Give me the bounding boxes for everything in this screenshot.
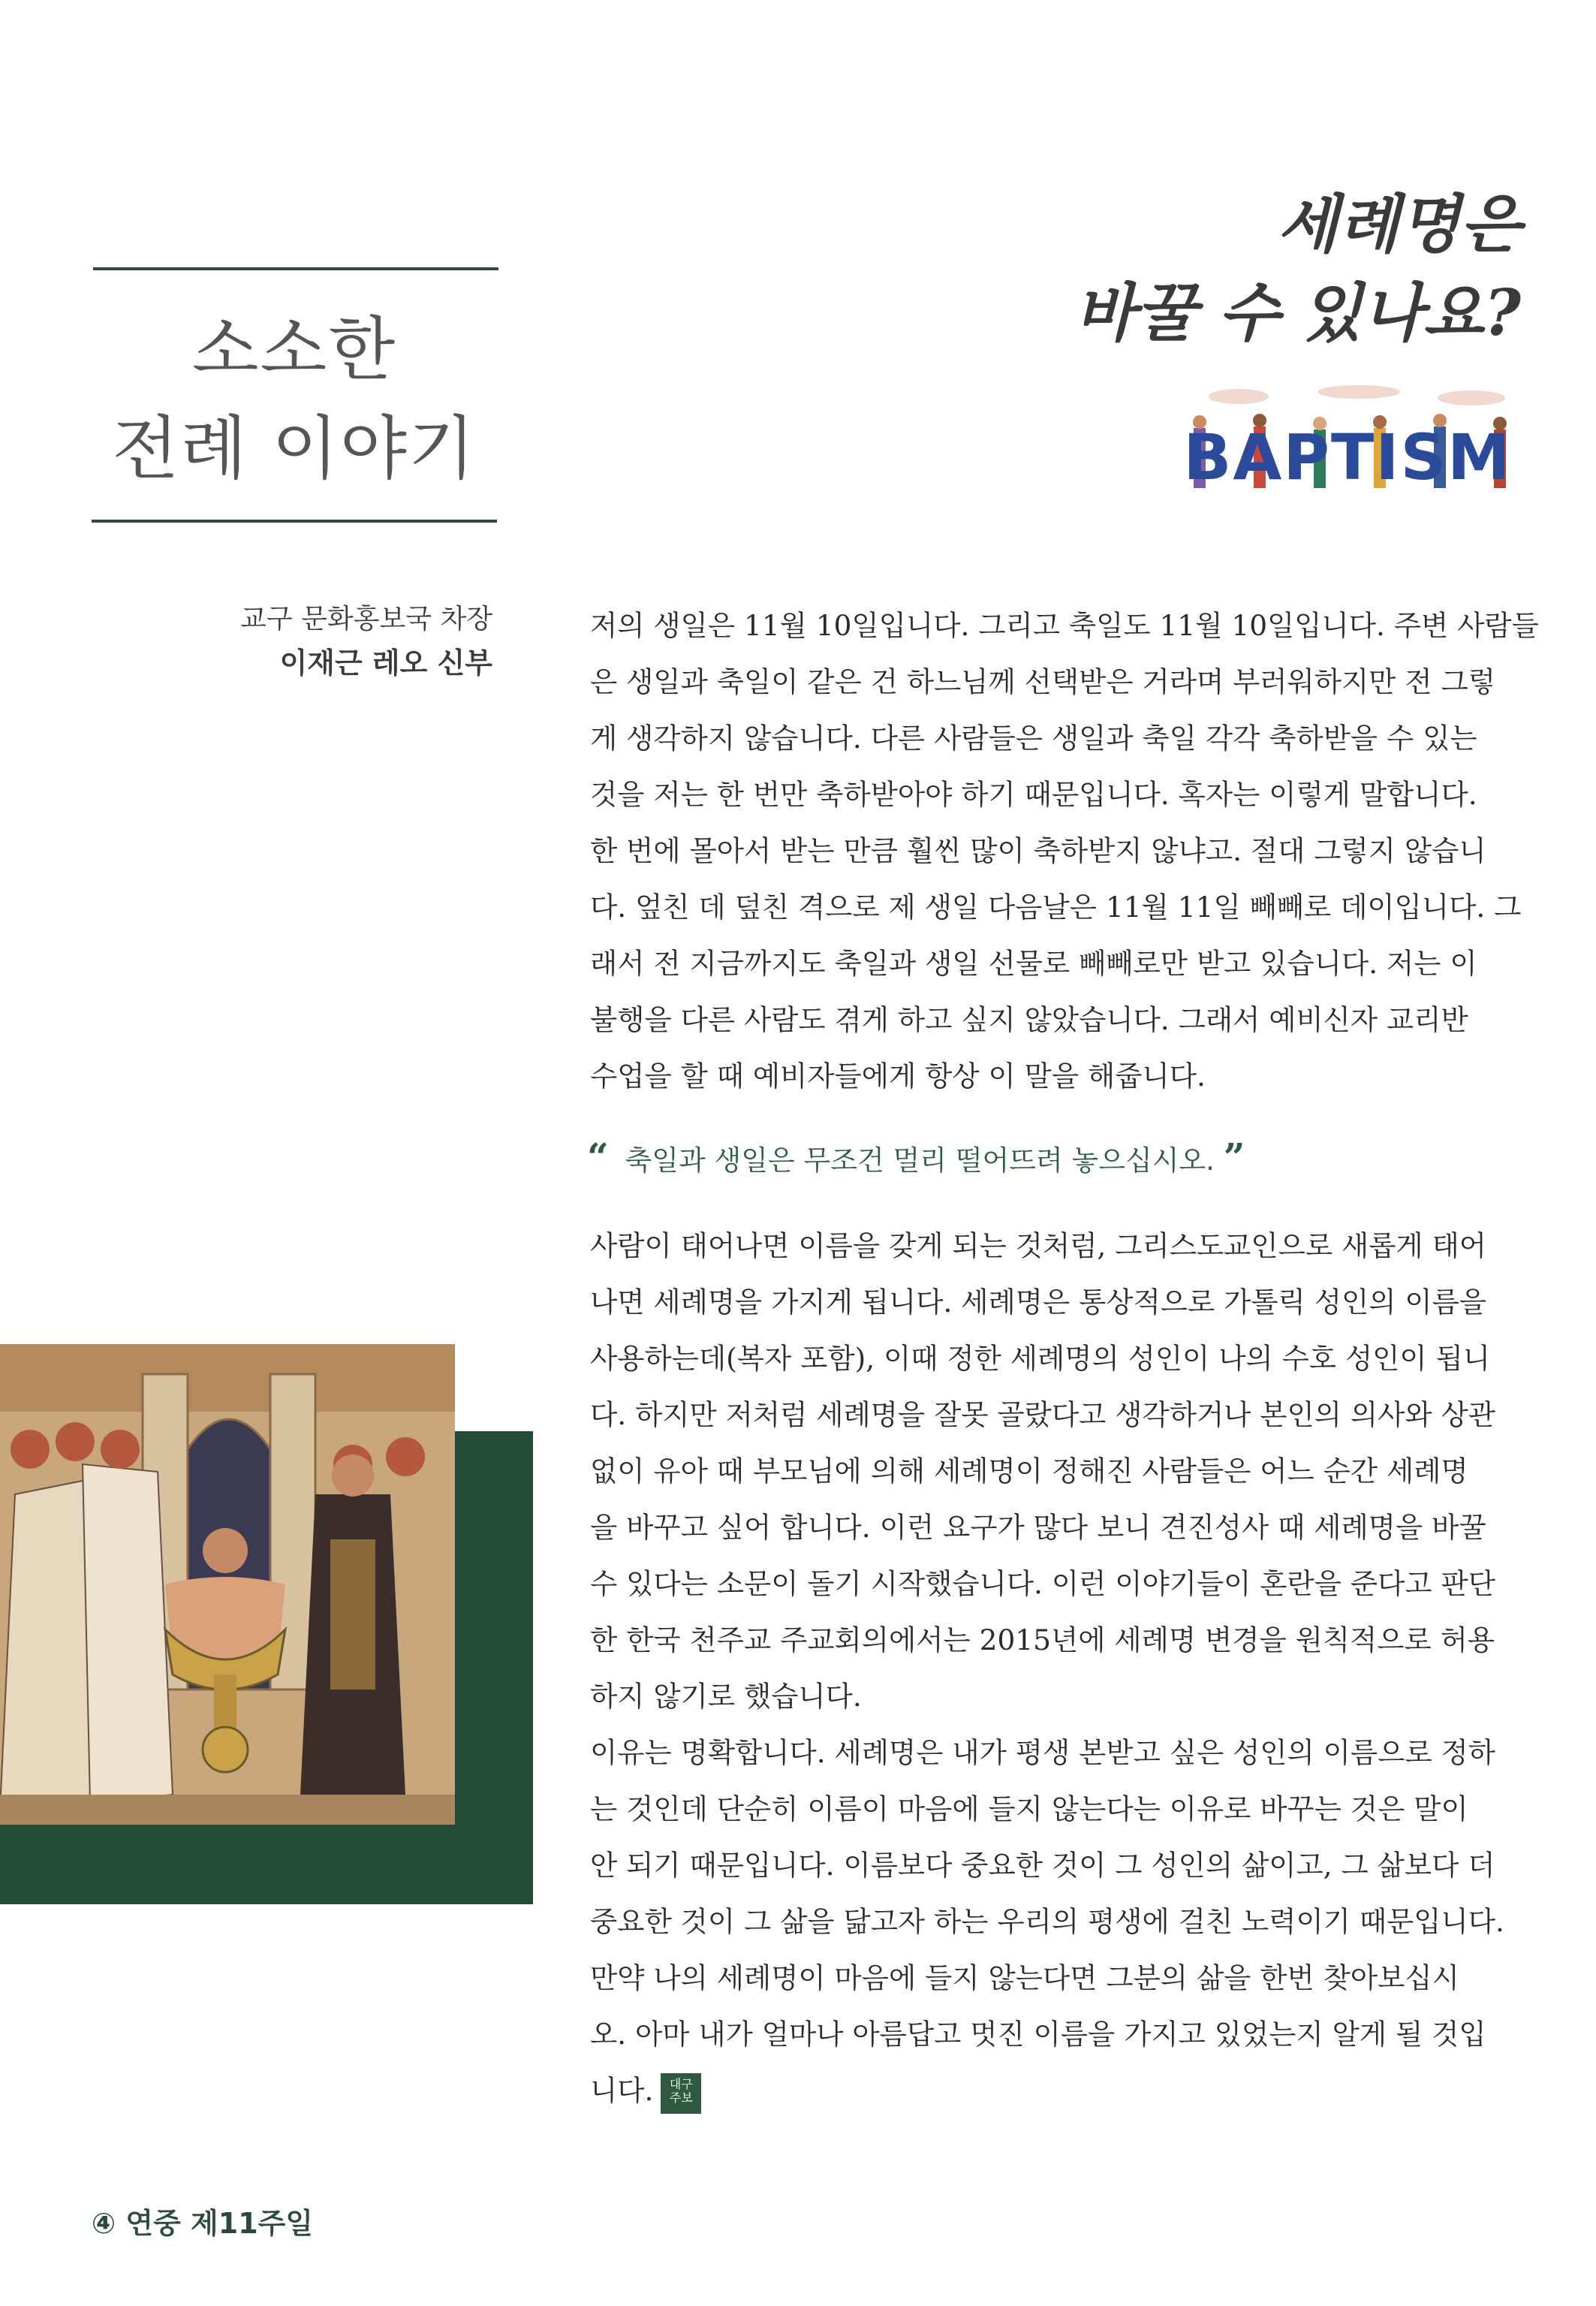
body-line: 래서 전 지금까지도 축일과 생일 선물로 빼빼로만 받고 있습니다. 저는 이 [590,947,1477,980]
body-line: 중요한 것이 그 삶을 닮고자 하는 우리의 평생에 걸친 노력이기 때문입니다. [590,1905,1504,1938]
body-line: 나면 세례명을 가지게 됩니다. 세례명은 통상적으로 가톨릭 성인의 이름을 [590,1286,1487,1319]
column-title [92,300,497,499]
body-line: 수 있다는 소문이 돌기 시작했습니다. 이런 이야기들이 혼란을 준다고 판단 [590,1567,1495,1600]
page-footer: ④ 연중 제11주일 [92,2207,314,2240]
body-line: 없이 유아 때 부모님에 의해 세례명이 정해진 사람들은 어느 순간 세례명 [590,1454,1468,1488]
baptism-logo-text: BAPTISM [1183,421,1512,494]
end-mark-icon [661,2073,701,2114]
body-line: 하지 않기로 했습니다. [590,1680,862,1713]
body-line: 한 한국 천주교 주교회의에서는 2015년에 세례명 변경을 원칙적으로 허용 [590,1623,1495,1656]
baptism-fresco-image [0,1344,455,1825]
body-line: 게 생각하지 않습니다. 다른 사람들은 생일과 축일 각각 축하받을 수 있는 [590,722,1477,755]
body-line-last [590,2063,1521,2119]
body-line: 것을 저는 한 번만 축하받아야 하기 때문입니다. 혹자는 이렇게 말합니다. [590,778,1477,811]
quote-close-mark: ” [1223,1135,1245,1179]
body-line-final-text: 니다. [590,2074,654,2107]
body-line: 저의 생일은 11월 10일입니다. 그리고 축일도 11월 10일입니다. 주변 사람들 [590,609,1539,642]
body-paragraph-2 [590,1218,1521,2119]
body-line: 안 되기 때문입니다. 이름보다 중요한 것이 그 성인의 삶이고, 그 삶보다 더 [590,1849,1495,1882]
body-line: 사람이 태어나면 이름을 갖게 되는 것처럼, 그리스도교인으로 새롭게 태어 [590,1229,1487,1262]
body-line: 다. 엎친 데 덮친 격으로 제 생일 다음날은 11월 11일 빼빼로 데이입니다. 그 [590,891,1522,924]
body-line: 불행을 다른 사람도 겪게 하고 싶지 않았습니다. 그래서 예비신자 교리반 [590,1003,1468,1036]
quote-open-mark: “ [587,1135,609,1179]
article-title [845,180,1521,357]
body-line: 사용하는데(복자 포함), 이때 정한 세례명의 성인이 나의 수호 성인이 됩니 [590,1342,1490,1375]
body-paragraph-1 [590,598,1539,1105]
body-line: 오. 아마 내가 얼마나 아름답고 멋진 이름을 가지고 있었는지 알게 될 것입 [590,2018,1486,2051]
end-mark-line1: 대구 [669,2076,693,2091]
column-title-line1: 소소한 [191,309,397,390]
bottom-rule [92,520,497,523]
author-position: 교구 문화홍보국 차장 [240,604,492,635]
article-title-line2: 바꿀 수 있나요? [1074,276,1521,350]
body-line: 만약 나의 세례명이 마음에 들지 않는다면 그분의 삶을 한번 찾아보십시 [590,1961,1459,1994]
article-title-line1: 세례명은 [1277,187,1521,261]
author-block [240,598,492,685]
top-rule [93,267,498,270]
body-line: 이유는 명확합니다. 세례명은 내가 평생 본받고 싶은 성인의 이름으로 정하 [590,1736,1495,1769]
body-line: 은 생일과 축일이 같은 건 하느님께 선택받은 거라며 부러워하지만 전 그렇 [590,665,1495,698]
quote-text: 축일과 생일은 무조건 멀리 떨어뜨려 놓으십시오. [625,1144,1215,1177]
baptism-illustration [1171,383,1524,496]
body-line: 을 바꾸고 싶어 합니다. 이런 요구가 많다 보니 견진성사 때 세례명을 바꿀 [590,1511,1486,1544]
body-line: 수업을 할 때 예비자들에게 항상 이 말을 해줍니다. [590,1060,1206,1093]
body-line: 다. 하지만 저처럼 세례명을 잘못 골랐다고 생각하거나 본인의 의사와 상관 [590,1398,1495,1431]
clouds-decoration [1209,385,1505,405]
pull-quote [587,1131,1518,1187]
end-mark-line2: 주보 [669,2090,693,2105]
author-name: 이재근 레오 신부 [279,647,492,680]
body-line: 는 것인데 단순히 이름이 마음에 들지 않는다는 이유로 바꾸는 것은 말이 [590,1792,1468,1825]
column-title-line2: 전례 이야기 [112,408,477,489]
body-line: 한 번에 몰아서 받는 만큼 훨씬 많이 축하받지 않냐고. 절대 그렇지 않습니 [590,834,1486,867]
